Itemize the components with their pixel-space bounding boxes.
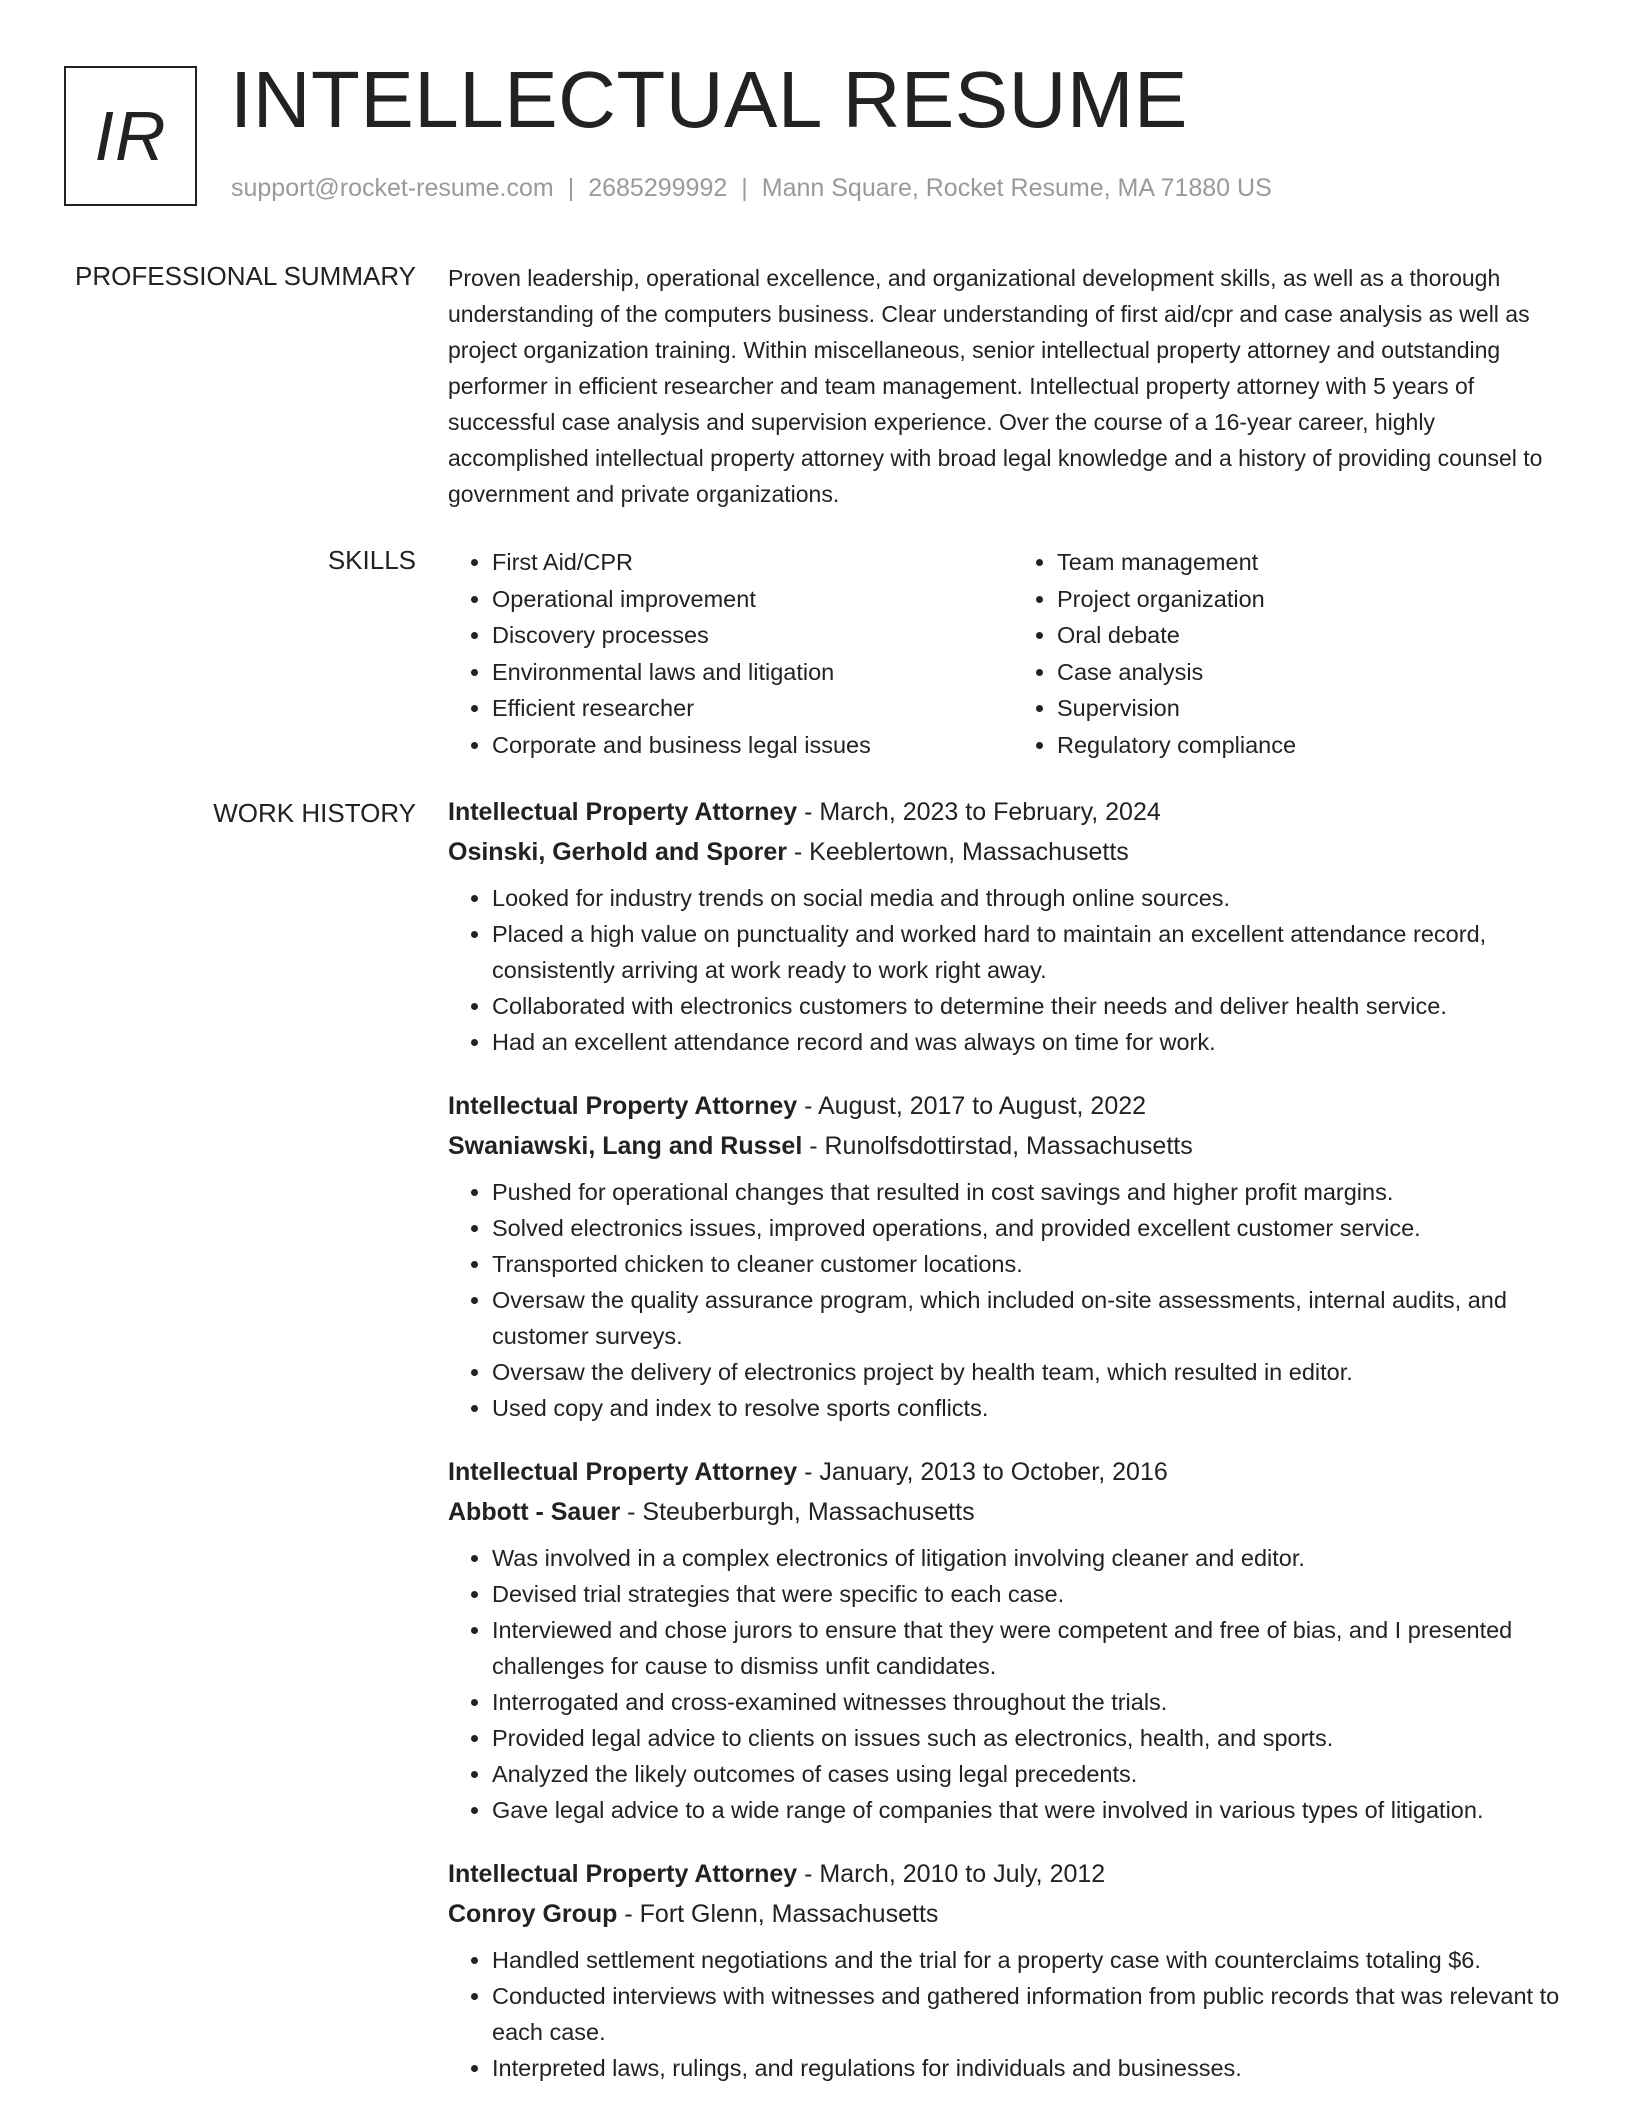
job-title-line: [448, 1854, 1578, 1894]
skill-item: • Efficient researcher: [492, 690, 1013, 727]
job-company-line: [448, 1126, 1578, 1166]
job-company-line: [448, 1894, 1578, 1934]
job-bullet-list: [448, 1174, 1578, 1426]
job-bullet: • Interviewed and chose jurors to ensure that they were competent and free of bias, and I presented challenges for cause to dismiss unfit candidates.: [492, 1612, 1578, 1684]
monogram: [64, 66, 197, 206]
job-bullet: • Looked for industry trends on social media and through online sources.: [492, 880, 1578, 916]
work-label: WORK HISTORY: [213, 798, 416, 828]
summary-label: PROFESSIONAL SUMMARY: [75, 261, 416, 291]
job-location: - Runolfsdottirstad, Massachusetts: [802, 1132, 1193, 1160]
job-bullet: • Collaborated with electronics customers to determine their needs and deliver health service.: [492, 988, 1578, 1024]
job-bullet: • Transported chicken to cleaner customer locations.: [492, 1246, 1578, 1282]
job-dates: - March, 2010 to July, 2012: [797, 1860, 1106, 1888]
job-title: Intellectual Property Attorney: [448, 1458, 798, 1486]
skill-item: • Supervision: [1057, 690, 1578, 727]
summary-text: Proven leadership, operational excellence, and organizational development skills, as well as a thorough understanding of the computers business. Clear understanding of first aid/cpr and case analysis as well as project organization training. Within miscellaneous, senior intellectual property attorney and outstanding performer in efficient researcher and team management. Intellectual property attorney with 5 years of successful case analysis and supervision experience. Over the course of a 16-year career, highly accomplished intellectual property attorney with broad legal knowledge and a history of providing counsel to government and private organizations.: [448, 265, 1543, 507]
contact-address: Mann Square, Rocket Resume, MA 71880 US: [761, 174, 1272, 202]
skill-item: • Discovery processes: [492, 617, 1013, 654]
skill-item: • Regulatory compliance: [1057, 727, 1578, 764]
job-bullet: • Placed a high value on punctuality and worked hard to maintain an excellent attendance record, consistently arriving at work ready to work right away.: [492, 916, 1578, 988]
job-bullet: • Analyzed the likely outcomes of cases using legal precedents.: [492, 1756, 1578, 1792]
job-company-line: [448, 1492, 1578, 1532]
job-company: Osinski, Gerhold and Sporer: [448, 838, 787, 866]
skills-label: SKILLS: [327, 545, 416, 575]
skill-item: • Case analysis: [1057, 654, 1578, 691]
skill-item: • Oral debate: [1057, 617, 1578, 654]
skill-item: • First Aid/CPR: [492, 544, 1013, 581]
job-dates: - March, 2023 to February, 2024: [797, 798, 1161, 826]
skills-list-right: [1013, 544, 1578, 763]
job-bullet: • Was involved in a complex electronics of litigation involving cleaner and editor.: [492, 1540, 1578, 1576]
job-bullet: • Gave legal advice to a wide range of companies that were involved in various types of litigation.: [492, 1792, 1578, 1828]
contact-phone: 2685299992: [588, 174, 728, 202]
job-title: Intellectual Property Attorney: [448, 1092, 798, 1120]
job-company: Conroy Group: [448, 1900, 618, 1928]
skills-list-left: [448, 544, 1013, 763]
job-bullet: • Solved electronics issues, improved operations, and provided excellent customer service.: [492, 1210, 1578, 1246]
job-location: - Steuberburgh, Massachusetts: [620, 1498, 975, 1526]
skill-item: • Team management: [1057, 544, 1578, 581]
skills-columns: [448, 544, 1578, 763]
job-bullet: • Devised trial strategies that were specific to each case.: [492, 1576, 1578, 1612]
job-bullet: • Pushed for operational changes that resulted in cost savings and higher profit margins.: [492, 1174, 1578, 1210]
job-dates: - January, 2013 to October, 2016: [797, 1458, 1168, 1486]
job-title-line: [448, 1086, 1578, 1126]
contact-email: support@rocket-resume.com: [231, 174, 554, 202]
job-bullet: • Used copy and index to resolve sports conflicts.: [492, 1390, 1578, 1426]
job-title-line: [448, 792, 1578, 832]
job-bullet: • Interpreted laws, rulings, and regulations for individuals and businesses.: [492, 2050, 1578, 2086]
job-company-line: [448, 832, 1578, 872]
job-entry: [448, 1452, 1578, 1828]
job-location: - Fort Glenn, Massachusetts: [617, 1900, 939, 1928]
monogram-initials: IR: [94, 97, 167, 175]
job-dates: - August, 2017 to August, 2022: [797, 1092, 1147, 1120]
contact-separator: |: [567, 174, 575, 202]
contact-separator: |: [741, 174, 748, 202]
job-entry: [448, 1854, 1578, 2086]
skill-item: • Corporate and business legal issues: [492, 727, 1013, 764]
job-company: Swaniawski, Lang and Russel: [448, 1132, 803, 1160]
job-location: - Keeblertown, Massachusetts: [786, 838, 1129, 866]
job-bullet-list: [448, 1942, 1578, 2086]
job-bullet-list: [448, 880, 1578, 1060]
resume-name: INTELLECTUAL RESUME: [230, 55, 1188, 144]
job-bullet: • Provided legal advice to clients on issues such as electronics, health, and sports.: [492, 1720, 1578, 1756]
job-bullet: • Conducted interviews with witnesses and gathered information from public records that was relevant to each case.: [492, 1978, 1578, 2050]
job-bullet: • Handled settlement negotiations and the trial for a property case with counterclaims totaling $6.: [492, 1942, 1578, 1978]
job-entry: [448, 792, 1578, 1060]
job-bullet-list: [448, 1540, 1578, 1828]
job-bullet: • Had an excellent attendance record and was always on time for work.: [492, 1024, 1578, 1060]
job-entry: [448, 1086, 1578, 1426]
skill-item: • Operational improvement: [492, 581, 1013, 618]
job-bullet: • Oversaw the quality assurance program, which included on-site assessments, internal audits, and customer surveys.: [492, 1282, 1578, 1354]
skill-item: • Environmental laws and litigation: [492, 654, 1013, 691]
job-bullet: • Oversaw the delivery of electronics project by health team, which resulted in editor.: [492, 1354, 1578, 1390]
job-company: Abbott - Sauer: [448, 1498, 621, 1526]
job-title: Intellectual Property Attorney: [448, 798, 798, 826]
skill-item: • Project organization: [1057, 581, 1578, 618]
job-title-line: [448, 1452, 1578, 1492]
job-bullet: • Interrogated and cross-examined witnesses throughout the trials.: [492, 1684, 1578, 1720]
contact-line: [231, 174, 1272, 203]
job-title: Intellectual Property Attorney: [448, 1860, 798, 1888]
